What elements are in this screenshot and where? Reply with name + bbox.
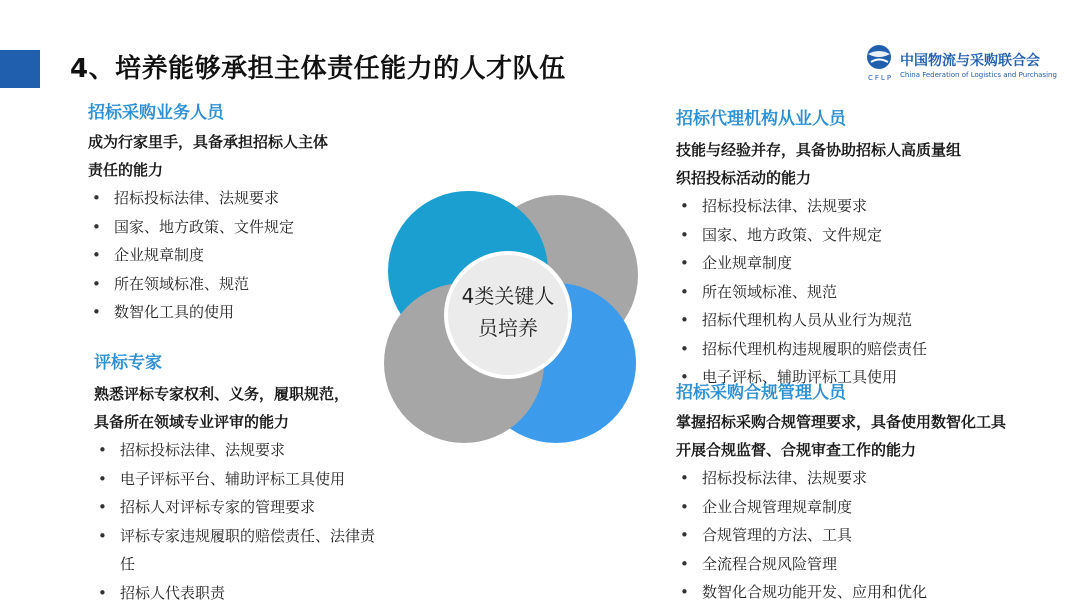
logo-name-cn: 中国物流与采购联合会 [900,53,1040,69]
list-item: • 企业规章制度 [88,241,378,270]
list-item: • 数智化工具的使用 [88,298,378,327]
block-title: 评标专家 [94,353,162,373]
block-agency-staff [676,108,1056,392]
block-list [94,436,384,607]
center-label: 4类关键人员培养 [461,284,555,340]
block-title: 招标采购业务人员 [88,103,224,123]
logo-abbr: CFLP [868,74,894,82]
title-accent-bar [0,50,40,88]
list-item: • 国家、地方政策、文件规定 [88,213,378,242]
block-procurement-staff [88,102,378,327]
block-title: 招标代理机构从业人员 [676,109,846,129]
list-item: • 所在领域标准、规范 [676,278,1056,307]
page-title: 4、培养能够承担主体责任能力的人才队伍 [70,54,566,84]
list-item: • 全流程合规风险管理 [676,550,1056,579]
list-item: • 电子评标、辅助评标工具使用 [676,363,1056,392]
list-item: • 数智化合规功能开发、应用和优化 [676,578,1056,607]
four-circle-diagram [380,185,640,447]
logo-name-en: China Federation of Logistics and Purchasing [900,71,1057,79]
list-item: • 电子评标平台、辅助评标工具使用 [94,465,384,494]
list-item: • 招标投标法律、法规要求 [94,436,384,465]
list-item: • 企业合规管理规章制度 [676,493,1056,522]
block-list [676,192,1056,392]
block-summary: 熟悉评标专家权利、义务，履职规范， 具备所在领域专业评审的能力 [94,385,350,431]
list-item: • 合规管理的方法、工具 [676,521,1056,550]
list-item: • 招标投标法律、法规要求 [676,464,1056,493]
list-item: • 所在领域标准、规范 [88,270,378,299]
list-item: • 招标代理机构违规履职的赔偿责任 [676,335,1056,364]
block-summary: 技能与经验并存，具备协助招标人高质量组 织招投标活动的能力 [676,141,962,187]
list-item: • 企业规章制度 [676,249,1056,278]
block-title: 招标采购合规管理人员 [676,383,846,403]
block-summary: 掌握招标采购合规管理要求，具备使用数智化工具 开展合规监督、合规审查工作的能力 [676,413,1007,459]
list-item: • 评标专家违规履职的赔偿责任、法律责任 [94,522,384,579]
block-list [676,464,1056,607]
list-item: • 国家、地方政策、文件规定 [676,221,1056,250]
list-item: • 招标投标法律、法规要求 [88,184,378,213]
block-list [88,184,378,327]
cflp-logo [862,44,1072,88]
list-item: • 招标投标法律、法规要求 [676,192,1056,221]
block-summary: 成为行家里手，具备承担招标人主体 责任的能力 [88,133,329,179]
block-compliance-staff [676,382,1056,607]
list-item: • 招标代理机构人员从业行为规范 [676,306,1056,335]
globe-icon [862,44,896,74]
block-evaluation-experts [94,352,384,607]
list-item: • 招标人对评标专家的管理要求 [94,493,384,522]
list-item: • 招标人代表职责 [94,579,384,608]
